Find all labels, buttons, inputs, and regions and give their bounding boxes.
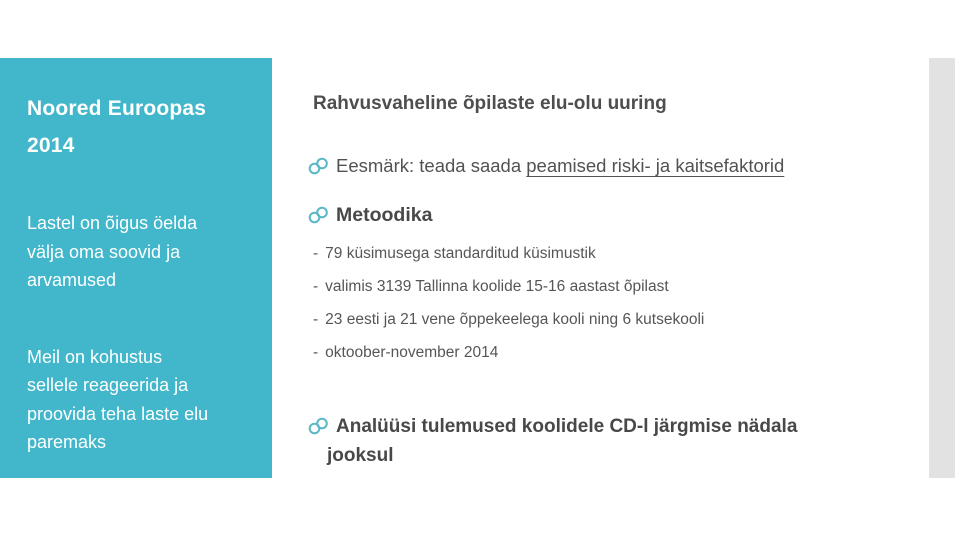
analysis-line-1 — [307, 412, 892, 441]
interlocked-rings-icon — [307, 417, 331, 435]
analysis-bullet — [307, 412, 892, 470]
sidebar-paragraph-2-line-4: paremaks — [27, 432, 107, 452]
method-item-2-text: valimis 3139 Tallinna koolide 15-16 aastast õpilast — [325, 278, 669, 295]
analysis-line-1-text: Analüüsi tulemused koolidele CD-l järgmise nädala — [336, 416, 798, 437]
goal-text: Eesmärk: teada saada — [336, 155, 527, 176]
method-item-1-text: 79 küsimusega standarditud küsimustik — [325, 245, 596, 262]
dash-glyph: - — [313, 278, 319, 295]
sidebar-paragraph-2-line-1: Meil on kohustus — [27, 346, 163, 367]
goal-bullet — [307, 153, 917, 179]
method-item-3-text: 23 eesti ja 21 vene õppekeelega kooli ning 6 kutsekooli — [325, 311, 705, 328]
sidebar-paragraph-1-line-2: välja oma soovid ja — [27, 241, 181, 262]
analysis-line-2: jooksul — [327, 445, 394, 466]
method-item-3 — [313, 310, 917, 330]
dash-glyph: - — [313, 245, 319, 262]
method-item-2 — [313, 277, 917, 297]
sidebar-panel — [0, 58, 272, 478]
dash-glyph: - — [313, 311, 319, 328]
interlocked-rings-icon — [307, 206, 331, 224]
sidebar-paragraph-1-line-3: arvamused — [27, 270, 117, 290]
sidebar-paragraph-2-line-3: proovida teha laste elu — [27, 403, 209, 424]
right-accent-bar — [929, 58, 955, 478]
goal-underlined-text: peamised riski- ja kaitsefaktorid — [526, 155, 785, 176]
sidebar-paragraph-2-line-2: sellele reageerida ja — [27, 375, 189, 395]
slide-title-line-1: Noored Euroopas — [27, 97, 207, 120]
method-item-4 — [313, 343, 917, 363]
sidebar-paragraph-1 — [27, 209, 242, 295]
method-item-4-text: oktoober-november 2014 — [325, 344, 499, 361]
sidebar-paragraph-2 — [27, 343, 242, 457]
sidebar-paragraph-1-line-1: Lastel on õigus öelda — [27, 213, 198, 233]
method-item-1 — [313, 244, 917, 264]
slide-title-line-2: 2014 — [27, 134, 75, 157]
methodology-heading: Metoodika — [336, 204, 433, 226]
methodology-bullet — [307, 202, 917, 228]
dash-glyph: - — [313, 344, 319, 361]
interlocked-rings-icon — [307, 157, 331, 175]
slide-title — [27, 90, 242, 164]
content-heading: Rahvusvaheline õpilaste elu-olu uuring — [313, 93, 667, 114]
content-area — [307, 86, 917, 470]
